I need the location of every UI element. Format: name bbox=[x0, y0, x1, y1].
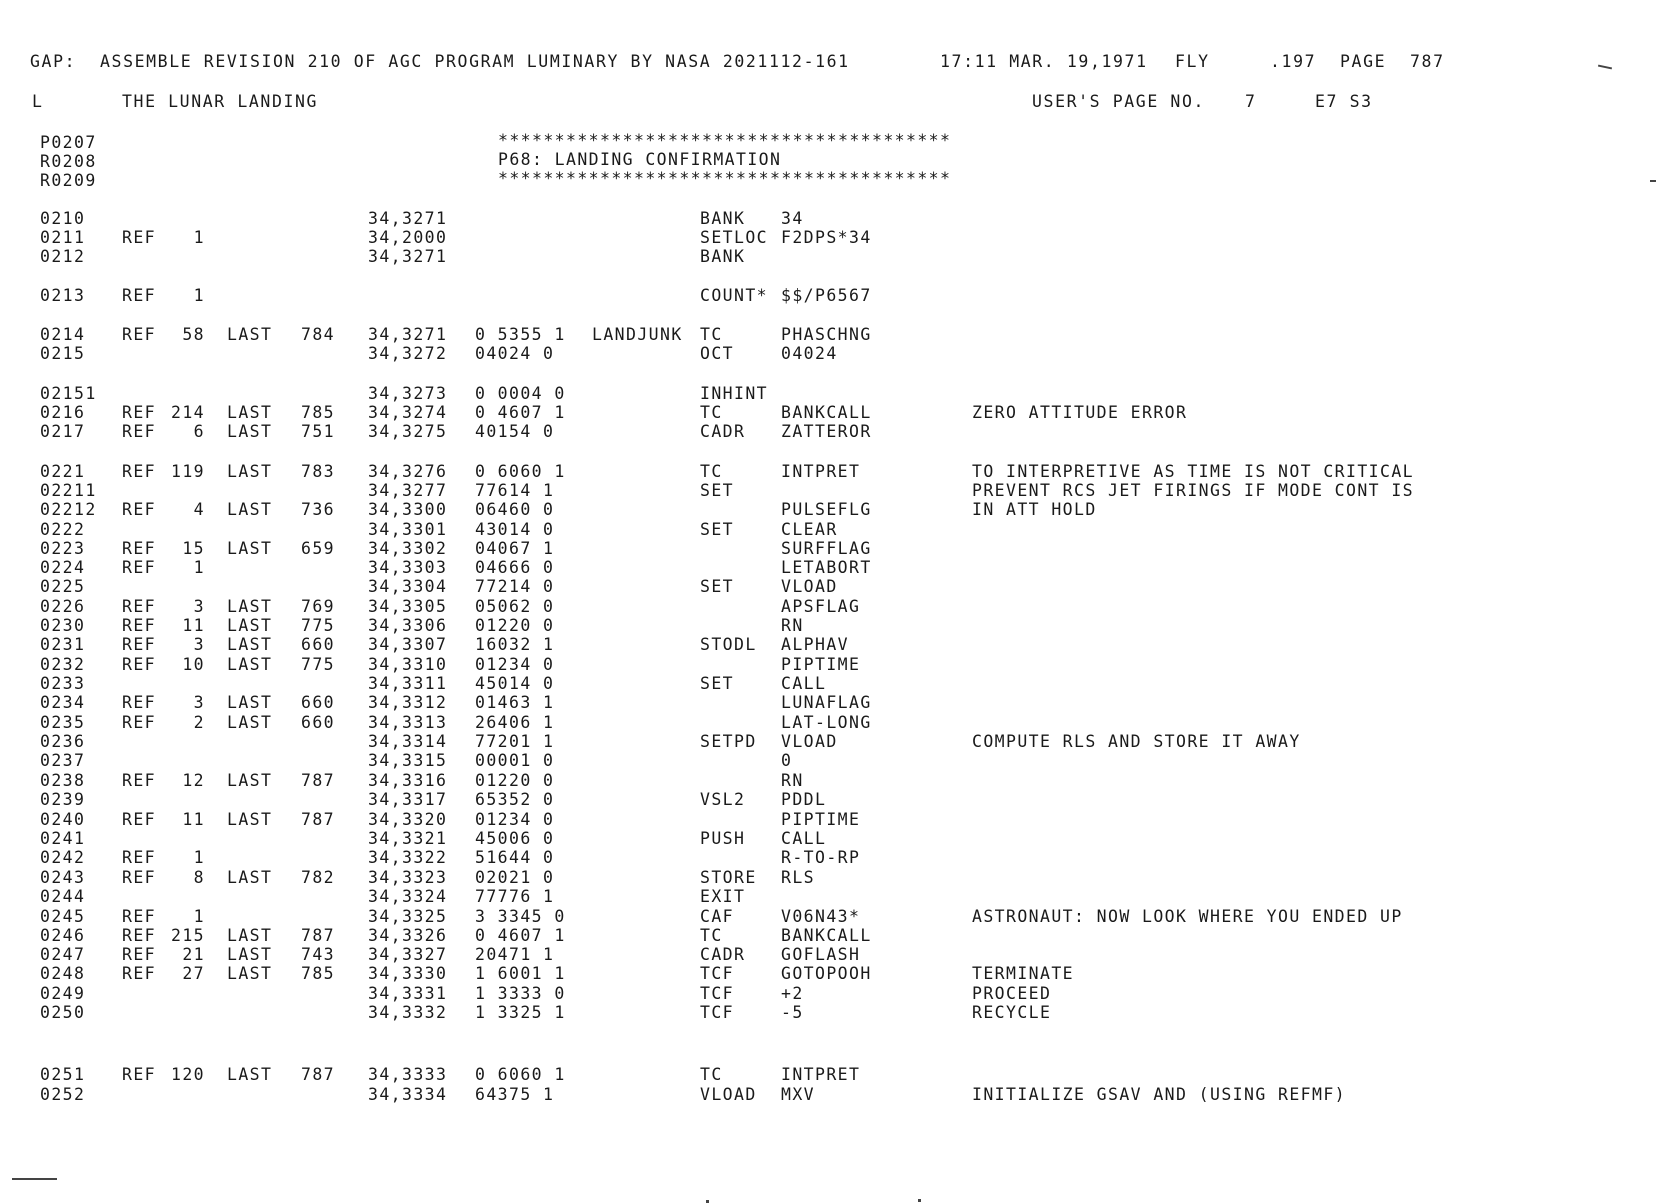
scan-speck bbox=[1650, 180, 1656, 182]
line-seq: 0250 bbox=[40, 1003, 86, 1022]
line-last-page: 783 bbox=[300, 462, 335, 481]
line-ref-count: 120 bbox=[170, 1065, 205, 1084]
line-operand: BANKCALL bbox=[781, 926, 872, 945]
line-address: 34,3300 bbox=[368, 500, 448, 519]
line-seq: 0241 bbox=[40, 829, 86, 848]
line-opcode: BANK bbox=[700, 247, 746, 266]
line-last-page: 775 bbox=[300, 616, 335, 635]
line-opcode: OCT bbox=[700, 344, 735, 363]
line-octal-word: 3 3345 0 bbox=[475, 907, 566, 926]
line-seq: 0243 bbox=[40, 868, 86, 887]
line-octal-word: 77201 1 bbox=[475, 732, 555, 751]
line-operand: CALL bbox=[781, 829, 827, 848]
line-ref-count: 3 bbox=[193, 597, 205, 616]
line-seq: 02212 bbox=[40, 500, 97, 519]
line-address: 34,3331 bbox=[368, 984, 448, 1003]
line-ref-count: 1 bbox=[193, 907, 205, 926]
line-address: 34,3324 bbox=[368, 887, 448, 906]
banner-stars-bottom: **************************************** bbox=[498, 169, 952, 188]
line-operand: INTPRET bbox=[781, 1065, 861, 1084]
line-address: 34,3311 bbox=[368, 674, 448, 693]
scan-speck bbox=[918, 1199, 921, 1202]
line-last-page: 769 bbox=[300, 597, 335, 616]
line-ref-label: REF bbox=[122, 848, 157, 867]
line-last-label: LAST bbox=[227, 810, 273, 829]
line-ref-label: REF bbox=[122, 771, 157, 790]
line-operand: BANKCALL bbox=[781, 403, 872, 422]
line-address: 34,3332 bbox=[368, 1003, 448, 1022]
line-seq: 0246 bbox=[40, 926, 86, 945]
line-last-page: 736 bbox=[300, 500, 335, 519]
line-ref-count: 11 bbox=[182, 810, 205, 829]
line-octal-word: 16032 1 bbox=[475, 635, 555, 654]
line-operand: F2DPS*34 bbox=[781, 228, 872, 247]
line-address: 34,3334 bbox=[368, 1085, 448, 1104]
line-seq: 0212 bbox=[40, 247, 86, 266]
banner-title: P68: LANDING CONFIRMATION bbox=[498, 150, 782, 169]
line-opcode: STORE bbox=[700, 868, 757, 887]
line-octal-word: 04067 1 bbox=[475, 539, 555, 558]
line-address: 34,3316 bbox=[368, 771, 448, 790]
line-operand: VLOAD bbox=[781, 577, 838, 596]
line-octal-word: 51644 0 bbox=[475, 848, 555, 867]
line-opcode: TC bbox=[700, 325, 723, 344]
banner-seq-3: R0209 bbox=[40, 171, 97, 190]
line-seq: 0213 bbox=[40, 286, 86, 305]
line-last-page: 660 bbox=[300, 713, 335, 732]
line-opcode: TCF bbox=[700, 964, 735, 983]
line-comment: TO INTERPRETIVE AS TIME IS NOT CRITICAL bbox=[972, 462, 1415, 481]
line-octal-word: 0 6060 1 bbox=[475, 462, 566, 481]
line-last-page: 787 bbox=[300, 1065, 335, 1084]
line-operand: PIPTIME bbox=[781, 810, 861, 829]
line-address: 34,3327 bbox=[368, 945, 448, 964]
line-address: 34,3271 bbox=[368, 247, 448, 266]
line-ref-label: REF bbox=[122, 945, 157, 964]
line-ref-count: 1 bbox=[193, 848, 205, 867]
line-octal-word: 01234 0 bbox=[475, 810, 555, 829]
line-seq: 0210 bbox=[40, 209, 86, 228]
line-last-label: LAST bbox=[227, 422, 273, 441]
line-operand: LETABORT bbox=[781, 558, 872, 577]
line-octal-word: 04024 0 bbox=[475, 344, 555, 363]
page-label: PAGE bbox=[1340, 52, 1387, 71]
line-ref-label: REF bbox=[122, 558, 157, 577]
line-operand: PDDL bbox=[781, 790, 827, 809]
line-seq: 0214 bbox=[40, 325, 86, 344]
line-seq: 0244 bbox=[40, 887, 86, 906]
line-seq: 0211 bbox=[40, 228, 86, 247]
line-address: 34,3322 bbox=[368, 848, 448, 867]
line-seq: 0242 bbox=[40, 848, 86, 867]
line-octal-word: 0 4607 1 bbox=[475, 403, 566, 422]
line-ref-count: 11 bbox=[182, 616, 205, 635]
line-address: 34,3313 bbox=[368, 713, 448, 732]
page-number: 787 bbox=[1410, 52, 1445, 71]
line-address: 34,3333 bbox=[368, 1065, 448, 1084]
line-operand: PIPTIME bbox=[781, 655, 861, 674]
line-operand: RLS bbox=[781, 868, 816, 887]
users-page-label: USER'S PAGE NO. bbox=[1032, 92, 1206, 111]
line-opcode: EXIT bbox=[700, 887, 746, 906]
line-address: 34,3305 bbox=[368, 597, 448, 616]
line-opcode: TCF bbox=[700, 1003, 735, 1022]
line-ref-count: 1 bbox=[193, 286, 205, 305]
line-operand: 34 bbox=[781, 209, 804, 228]
line-comment: PREVENT RCS JET FIRINGS IF MODE CONT IS bbox=[972, 481, 1415, 500]
line-last-page: 660 bbox=[300, 693, 335, 712]
line-ref-label: REF bbox=[122, 539, 157, 558]
line-ref-label: REF bbox=[122, 655, 157, 674]
line-opcode: SET bbox=[700, 481, 735, 500]
line-ref-count: 8 bbox=[193, 868, 205, 887]
line-opcode: TC bbox=[700, 1065, 723, 1084]
line-operand: SURFFLAG bbox=[781, 539, 872, 558]
line-seq: 0230 bbox=[40, 616, 86, 635]
line-operand: ZATTEROR bbox=[781, 422, 872, 441]
line-ref-label: REF bbox=[122, 616, 157, 635]
line-operand: VLOAD bbox=[781, 732, 838, 751]
line-octal-word: 01220 0 bbox=[475, 616, 555, 635]
line-operand: -5 bbox=[781, 1003, 804, 1022]
line-opcode: BANK bbox=[700, 209, 746, 228]
line-opcode: CADR bbox=[700, 945, 746, 964]
line-last-page: 660 bbox=[300, 635, 335, 654]
line-last-label: LAST bbox=[227, 926, 273, 945]
line-opcode: STODL bbox=[700, 635, 757, 654]
line-octal-word: 43014 0 bbox=[475, 520, 555, 539]
line-last-label: LAST bbox=[227, 693, 273, 712]
line-last-label: LAST bbox=[227, 771, 273, 790]
line-last-label: LAST bbox=[227, 500, 273, 519]
line-opcode: SETLOC bbox=[700, 228, 769, 247]
line-ref-count: 15 bbox=[182, 539, 205, 558]
line-last-page: 787 bbox=[300, 810, 335, 829]
line-last-page: 785 bbox=[300, 403, 335, 422]
line-ref-count: 10 bbox=[182, 655, 205, 674]
line-operand: 04024 bbox=[781, 344, 838, 363]
line-address: 34,3271 bbox=[368, 209, 448, 228]
line-octal-word: 01463 1 bbox=[475, 693, 555, 712]
line-address: 34,3321 bbox=[368, 829, 448, 848]
line-seq: 0238 bbox=[40, 771, 86, 790]
banner-seq-1: P0207 bbox=[40, 133, 97, 152]
line-seq: 0237 bbox=[40, 751, 86, 770]
line-comment: IN ATT HOLD bbox=[972, 500, 1097, 519]
line-last-label: LAST bbox=[227, 403, 273, 422]
line-ref-count: 1 bbox=[193, 228, 205, 247]
line-address: 34,3306 bbox=[368, 616, 448, 635]
line-seq: 0247 bbox=[40, 945, 86, 964]
line-comment: ZERO ATTITUDE ERROR bbox=[972, 403, 1188, 422]
line-comment: ASTRONAUT: NOW LOOK WHERE YOU ENDED UP bbox=[972, 907, 1403, 926]
line-seq: 0234 bbox=[40, 693, 86, 712]
line-octal-word: 1 6001 1 bbox=[475, 964, 566, 983]
line-operand: LUNAFLAG bbox=[781, 693, 872, 712]
banner-stars-top: **************************************** bbox=[498, 131, 952, 150]
line-operand: MXV bbox=[781, 1085, 816, 1104]
line-octal-word: 1 3333 0 bbox=[475, 984, 566, 1003]
line-ref-count: 215 bbox=[170, 926, 205, 945]
line-seq: 0251 bbox=[40, 1065, 86, 1084]
line-seq: 0252 bbox=[40, 1085, 86, 1104]
line-octal-word: 0 4607 1 bbox=[475, 926, 566, 945]
line-ref-count: 1 bbox=[193, 558, 205, 577]
line-octal-word: 0 5355 1 bbox=[475, 325, 566, 344]
line-operand: RN bbox=[781, 771, 804, 790]
line-opcode: TC bbox=[700, 462, 723, 481]
line-ref-label: REF bbox=[122, 964, 157, 983]
line-operand: V06N43* bbox=[781, 907, 861, 926]
line-operand: APSFLAG bbox=[781, 597, 861, 616]
line-octal-word: 0 6060 1 bbox=[475, 1065, 566, 1084]
line-octal-word: 20471 1 bbox=[475, 945, 555, 964]
line-seq: 0222 bbox=[40, 520, 86, 539]
line-last-label: LAST bbox=[227, 616, 273, 635]
line-octal-word: 45014 0 bbox=[475, 674, 555, 693]
line-seq: 0231 bbox=[40, 635, 86, 654]
line-address: 34,3323 bbox=[368, 868, 448, 887]
gap-label: GAP: bbox=[30, 52, 77, 71]
line-octal-word: 0 0004 0 bbox=[475, 384, 566, 403]
line-ref-count: 6 bbox=[193, 422, 205, 441]
line-seq: 0217 bbox=[40, 422, 86, 441]
line-octal-word: 01234 0 bbox=[475, 655, 555, 674]
fly-label: FLY bbox=[1175, 52, 1210, 71]
line-operand: CALL bbox=[781, 674, 827, 693]
line-last-page: 782 bbox=[300, 868, 335, 887]
line-opcode: CADR bbox=[700, 422, 746, 441]
line-last-label: LAST bbox=[227, 868, 273, 887]
line-last-page: 743 bbox=[300, 945, 335, 964]
line-address: 34,3302 bbox=[368, 539, 448, 558]
line-address: 34,3301 bbox=[368, 520, 448, 539]
line-address: 34,3274 bbox=[368, 403, 448, 422]
line-last-label: LAST bbox=[227, 655, 273, 674]
line-ref-count: 3 bbox=[193, 635, 205, 654]
line-octal-word: 26406 1 bbox=[475, 713, 555, 732]
line-address: 34,3315 bbox=[368, 751, 448, 770]
line-octal-word: 65352 0 bbox=[475, 790, 555, 809]
line-seq: 0232 bbox=[40, 655, 86, 674]
users-page-number: 7 bbox=[1245, 92, 1257, 111]
line-address: 34,3273 bbox=[368, 384, 448, 403]
line-operand: PHASCHNG bbox=[781, 325, 872, 344]
line-address: 34,3320 bbox=[368, 810, 448, 829]
line-last-label: LAST bbox=[227, 462, 273, 481]
listing-code: .197 bbox=[1270, 52, 1317, 71]
line-last-label: LAST bbox=[227, 1065, 273, 1084]
line-operand: RN bbox=[781, 616, 804, 635]
line-ref-label: REF bbox=[122, 635, 157, 654]
line-opcode: INHINT bbox=[700, 384, 769, 403]
line-seq: 0240 bbox=[40, 810, 86, 829]
line-octal-word: 02021 0 bbox=[475, 868, 555, 887]
line-operand: INTPRET bbox=[781, 462, 861, 481]
banner-seq-2: R0208 bbox=[40, 152, 97, 171]
line-ref-count: 214 bbox=[170, 403, 205, 422]
line-ref-count: 2 bbox=[193, 713, 205, 732]
line-opcode: VSL2 bbox=[700, 790, 746, 809]
line-last-label: LAST bbox=[227, 325, 273, 344]
line-ref-count: 12 bbox=[182, 771, 205, 790]
line-operand: CLEAR bbox=[781, 520, 838, 539]
line-opcode: SET bbox=[700, 674, 735, 693]
line-last-label: LAST bbox=[227, 635, 273, 654]
line-operand: GOTOPOOH bbox=[781, 964, 872, 983]
l-marker: L bbox=[32, 92, 44, 111]
line-address: 34,2000 bbox=[368, 228, 448, 247]
line-last-label: LAST bbox=[227, 713, 273, 732]
line-operand: $$/P6567 bbox=[781, 286, 872, 305]
line-octal-word: 45006 0 bbox=[475, 829, 555, 848]
line-seq: 0245 bbox=[40, 907, 86, 926]
line-seq: 0224 bbox=[40, 558, 86, 577]
line-address: 34,3310 bbox=[368, 655, 448, 674]
line-opcode: SET bbox=[700, 577, 735, 596]
line-octal-word: 77214 0 bbox=[475, 577, 555, 596]
line-last-page: 751 bbox=[300, 422, 335, 441]
line-ref-label: REF bbox=[122, 422, 157, 441]
line-ref-label: REF bbox=[122, 907, 157, 926]
line-seq: 0249 bbox=[40, 984, 86, 1003]
line-address: 34,3271 bbox=[368, 325, 448, 344]
line-operand: LAT-LONG bbox=[781, 713, 872, 732]
line-octal-word: 06460 0 bbox=[475, 500, 555, 519]
line-seq: 0226 bbox=[40, 597, 86, 616]
line-ref-label: REF bbox=[122, 462, 157, 481]
line-address: 34,3303 bbox=[368, 558, 448, 577]
line-last-label: LAST bbox=[227, 964, 273, 983]
line-octal-word: 40154 0 bbox=[475, 422, 555, 441]
line-ref-count: 4 bbox=[193, 500, 205, 519]
line-ref-label: REF bbox=[122, 500, 157, 519]
line-ref-count: 58 bbox=[182, 325, 205, 344]
line-ref-label: REF bbox=[122, 325, 157, 344]
assembly-datetime: 17:11 MAR. 19,1971 bbox=[940, 52, 1148, 71]
line-opcode: VLOAD bbox=[700, 1085, 757, 1104]
line-address: 34,3330 bbox=[368, 964, 448, 983]
line-ref-label: REF bbox=[122, 868, 157, 887]
line-opcode: SETPD bbox=[700, 732, 757, 751]
line-octal-word: 04666 0 bbox=[475, 558, 555, 577]
line-ref-label: REF bbox=[122, 926, 157, 945]
line-opcode: PUSH bbox=[700, 829, 746, 848]
line-seq: 02211 bbox=[40, 481, 97, 500]
line-ref-label: REF bbox=[122, 713, 157, 732]
scan-speck bbox=[1598, 65, 1612, 70]
section-title: THE LUNAR LANDING bbox=[122, 92, 319, 111]
line-operand: ALPHAV bbox=[781, 635, 850, 654]
line-operand: PULSEFLG bbox=[781, 500, 872, 519]
line-octal-word: 1 3325 1 bbox=[475, 1003, 566, 1022]
line-ref-count: 119 bbox=[170, 462, 205, 481]
line-seq: 0221 bbox=[40, 462, 86, 481]
line-octal-word: 64375 1 bbox=[475, 1085, 555, 1104]
line-address: 34,3317 bbox=[368, 790, 448, 809]
line-address: 34,3277 bbox=[368, 481, 448, 500]
line-address: 34,3276 bbox=[368, 462, 448, 481]
line-ref-label: REF bbox=[122, 286, 157, 305]
line-octal-word: 00001 0 bbox=[475, 751, 555, 770]
line-seq: 02151 bbox=[40, 384, 97, 403]
scan-speck bbox=[12, 1178, 57, 1180]
line-seq: 0236 bbox=[40, 732, 86, 751]
line-opcode: TC bbox=[700, 403, 723, 422]
line-seq: 0215 bbox=[40, 344, 86, 363]
line-address: 34,3275 bbox=[368, 422, 448, 441]
line-opcode: COUNT* bbox=[700, 286, 769, 305]
line-address: 34,3272 bbox=[368, 344, 448, 363]
line-last-page: 659 bbox=[300, 539, 335, 558]
line-operand: R-TO-RP bbox=[781, 848, 861, 867]
line-last-label: LAST bbox=[227, 597, 273, 616]
tape-label: E7 S3 bbox=[1315, 92, 1373, 111]
line-operand: 0 bbox=[781, 751, 793, 770]
line-ref-count: 27 bbox=[182, 964, 205, 983]
line-seq: 0235 bbox=[40, 713, 86, 732]
line-seq: 0223 bbox=[40, 539, 86, 558]
line-address: 34,3326 bbox=[368, 926, 448, 945]
line-octal-word: 77776 1 bbox=[475, 887, 555, 906]
line-comment: INITIALIZE GSAV AND (USING REFMF) bbox=[972, 1085, 1347, 1104]
line-octal-word: 01220 0 bbox=[475, 771, 555, 790]
line-octal-word: 77614 1 bbox=[475, 481, 555, 500]
line-octal-word: 05062 0 bbox=[475, 597, 555, 616]
line-comment: PROCEED bbox=[972, 984, 1052, 1003]
line-comment: COMPUTE RLS AND STORE IT AWAY bbox=[972, 732, 1301, 751]
line-seq: 0225 bbox=[40, 577, 86, 596]
line-seq: 0239 bbox=[40, 790, 86, 809]
line-address: 34,3304 bbox=[368, 577, 448, 596]
line-seq: 0233 bbox=[40, 674, 86, 693]
line-ref-label: REF bbox=[122, 693, 157, 712]
line-address: 34,3312 bbox=[368, 693, 448, 712]
line-last-label: LAST bbox=[227, 945, 273, 964]
line-last-page: 775 bbox=[300, 655, 335, 674]
line-last-page: 787 bbox=[300, 926, 335, 945]
line-opcode: SET bbox=[700, 520, 735, 539]
line-address: 34,3307 bbox=[368, 635, 448, 654]
line-last-page: 787 bbox=[300, 771, 335, 790]
line-ref-label: REF bbox=[122, 228, 157, 247]
line-operand: GOFLASH bbox=[781, 945, 861, 964]
line-ref-label: REF bbox=[122, 597, 157, 616]
line-comment: TERMINATE bbox=[972, 964, 1075, 983]
line-opcode: CAF bbox=[700, 907, 735, 926]
line-opcode: TC bbox=[700, 926, 723, 945]
line-last-label: LAST bbox=[227, 539, 273, 558]
line-opcode: TCF bbox=[700, 984, 735, 1003]
line-comment: RECYCLE bbox=[972, 1003, 1052, 1022]
line-ref-label: REF bbox=[122, 403, 157, 422]
line-ref-label: REF bbox=[122, 810, 157, 829]
line-last-page: 785 bbox=[300, 964, 335, 983]
line-ref-count: 21 bbox=[182, 945, 205, 964]
line-ref-count: 3 bbox=[193, 693, 205, 712]
line-seq: 0216 bbox=[40, 403, 86, 422]
line-ref-label: REF bbox=[122, 1065, 157, 1084]
line-last-page: 784 bbox=[300, 325, 335, 344]
line-address: 34,3325 bbox=[368, 907, 448, 926]
assembly-title: ASSEMBLE REVISION 210 OF AGC PROGRAM LUMINARY BY NASA 2021112-161 bbox=[100, 52, 850, 71]
line-symbol-label: LANDJUNK bbox=[592, 325, 683, 344]
line-seq: 0248 bbox=[40, 964, 86, 983]
line-operand: +2 bbox=[781, 984, 804, 1003]
line-address: 34,3314 bbox=[368, 732, 448, 751]
